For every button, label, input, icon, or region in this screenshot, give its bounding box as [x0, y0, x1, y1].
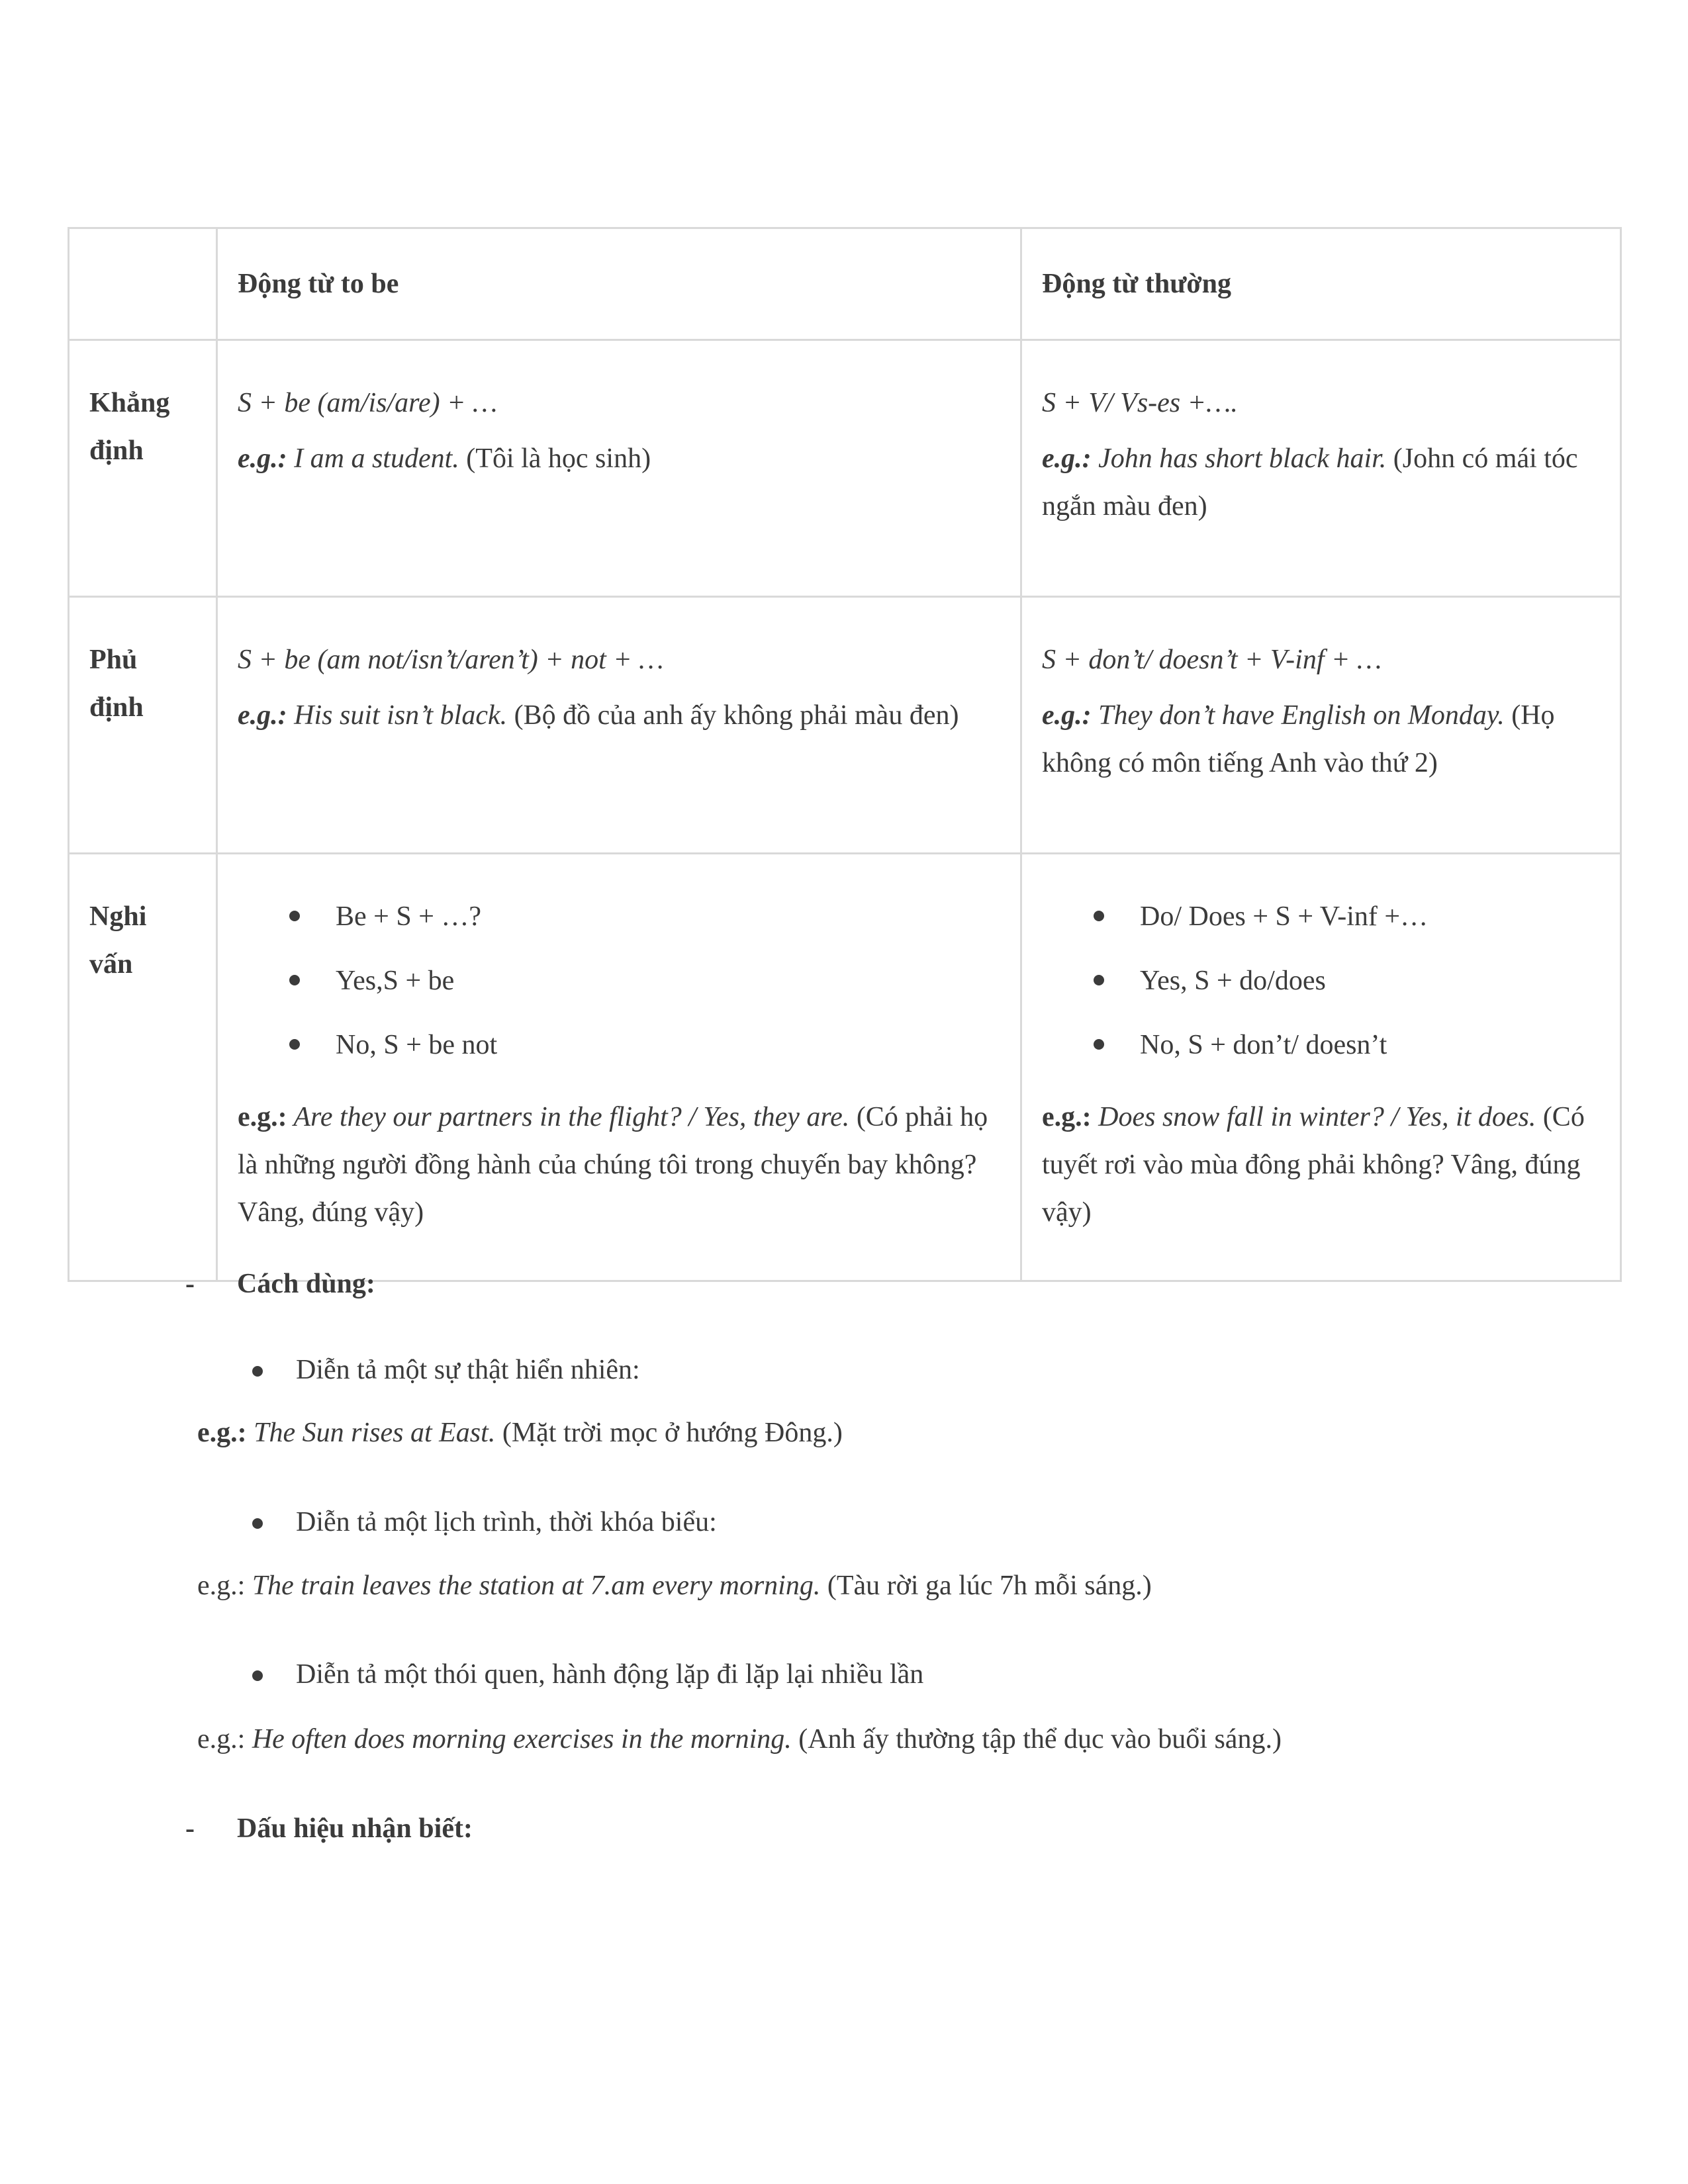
table-row-affirmative [69, 340, 1621, 597]
example-translation: (Tàu rời ga lúc 7h mỗi sáng.) [820, 1570, 1152, 1601]
formula: S + V/ Vs-es +…. [1042, 388, 1238, 418]
cell-negative-verb [1021, 597, 1621, 854]
bullet-dot-icon [252, 1670, 263, 1681]
bullet-dot-icon [1094, 975, 1104, 985]
usage-item-text: Diễn tả một sự thật hiển nhiên: [296, 1355, 640, 1385]
table-row-interrogative [69, 854, 1621, 1281]
example-text: They don’t have English on Monday. [1091, 700, 1505, 731]
row-label-negative: Phủ định [69, 597, 217, 854]
list-item: Yes, S + do/does [1042, 957, 1600, 1021]
example-text: The Sun rises at East. [246, 1418, 496, 1448]
list-item: No, S + don’t/ doesn’t [1042, 1021, 1600, 1085]
usage-heading: Cách dùng: [237, 1269, 375, 1299]
example-label: e.g.: [1042, 700, 1092, 731]
header-regular-verb [1021, 228, 1621, 340]
example-text: John has short black hair. [1091, 443, 1387, 474]
usage-example-3 [197, 1719, 1282, 1759]
usage-example-1 [197, 1413, 843, 1453]
example-label: e.g.: [238, 700, 287, 731]
usage-section-heading [0, 1264, 1688, 1304]
header-to-be [217, 228, 1021, 340]
bullet-dot-icon [289, 911, 300, 921]
example-text: I am a student. [287, 443, 459, 474]
bullet-list [238, 893, 1000, 1085]
cell-affirmative-be [217, 340, 1021, 597]
header-regular-verb-label: Động từ thường [1042, 269, 1232, 299]
row-label-affirmative: Khẳng định [69, 340, 217, 597]
example-text: The train leaves the station at 7.am every morning. [245, 1570, 821, 1601]
example-translation: (Anh ấy thường tập thể dục vào buổi sáng.) [791, 1724, 1282, 1754]
formula: S + be (am/is/are) + … [238, 388, 498, 418]
usage-item-text: Diễn tả một lịch trình, thời khóa biểu: [296, 1507, 717, 1537]
example-translation: (Mặt trời mọc ở hướng Đông.) [495, 1418, 843, 1448]
example-label: e.g.: [197, 1724, 246, 1754]
cell-affirmative-verb [1021, 340, 1621, 597]
header-to-be-label: Động từ to be [238, 269, 399, 299]
example-line [1042, 692, 1600, 787]
example-line [1042, 435, 1600, 530]
formula: S + don’t/ doesn’t + V-inf + … [1042, 645, 1382, 675]
example-label: e.g.: [1042, 443, 1092, 474]
bullet-list [1042, 893, 1600, 1085]
row-label-interrogative: Nghi vấn [69, 854, 217, 1281]
signs-heading: Dấu hiệu nhận biết: [237, 1813, 473, 1844]
example-translation: (Bộ đồ của anh ấy không phải màu đen) [507, 700, 959, 731]
table-header-row [69, 228, 1621, 340]
list-item: Do/ Does + S + V-inf +… [1042, 893, 1600, 957]
example-text: Are they our partners in the flight? / Yes, they are. [287, 1102, 850, 1132]
table-row-negative [69, 597, 1621, 854]
example-label: e.g.: [238, 443, 287, 474]
example-line [1042, 1093, 1600, 1236]
example-label: e.g.: [197, 1418, 247, 1448]
dash-marker: - [185, 1813, 195, 1844]
example-translation: (Có tuyết rơi vào mùa đông phải không? Vâng, đúng vậy) [1042, 1102, 1585, 1228]
example-label: e.g.: [197, 1570, 246, 1601]
usage-item-3 [296, 1655, 923, 1694]
bullet-dot-icon [252, 1366, 263, 1377]
example-label: e.g.: [1042, 1102, 1092, 1132]
example-translation: (John có mái tóc ngắn màu đen) [1042, 443, 1578, 522]
example-line [238, 1093, 1000, 1236]
usage-item-2 [296, 1502, 717, 1542]
bullet-dot-icon [252, 1518, 263, 1529]
bullet-dot-icon [1094, 911, 1104, 921]
grammar-table [68, 227, 1622, 1282]
example-text: His suit isn’t black. [287, 700, 508, 731]
cell-interrogative-verb [1021, 854, 1621, 1281]
example-line [238, 435, 1000, 482]
signs-section-heading [0, 1809, 1688, 1848]
list-item: Be + S + …? [238, 893, 1000, 957]
bullet-dot-icon [289, 1039, 300, 1050]
example-translation: (Tôi là học sinh) [459, 443, 651, 474]
usage-example-2 [197, 1566, 1152, 1606]
example-translation: (Họ không có môn tiếng Anh vào thứ 2) [1042, 700, 1555, 778]
bullet-dot-icon [289, 975, 300, 985]
usage-item-text: Diễn tả một thói quen, hành động lặp đi lặp lại nhiều lần [296, 1659, 924, 1690]
usage-item-1 [296, 1350, 640, 1390]
list-item: Yes,S + be [238, 957, 1000, 1021]
example-translation: (Có phải họ là những người đồng hành của chúng tôi trong chuyến bay không? Vâng, đúng vậy) [238, 1102, 988, 1228]
bullet-dot-icon [1094, 1039, 1104, 1050]
example-text: He often does morning exercises in the morning. [245, 1724, 792, 1754]
formula: S + be (am not/isn’t/aren’t) + not + … [238, 645, 664, 675]
cell-negative-be [217, 597, 1021, 854]
example-text: Does snow fall in winter? / Yes, it does. [1091, 1102, 1536, 1132]
table-corner-cell [69, 228, 217, 340]
example-label: e.g.: [238, 1102, 287, 1132]
list-item: No, S + be not [238, 1021, 1000, 1085]
cell-interrogative-be [217, 854, 1021, 1281]
dash-marker: - [185, 1269, 195, 1299]
example-line [238, 692, 1000, 739]
